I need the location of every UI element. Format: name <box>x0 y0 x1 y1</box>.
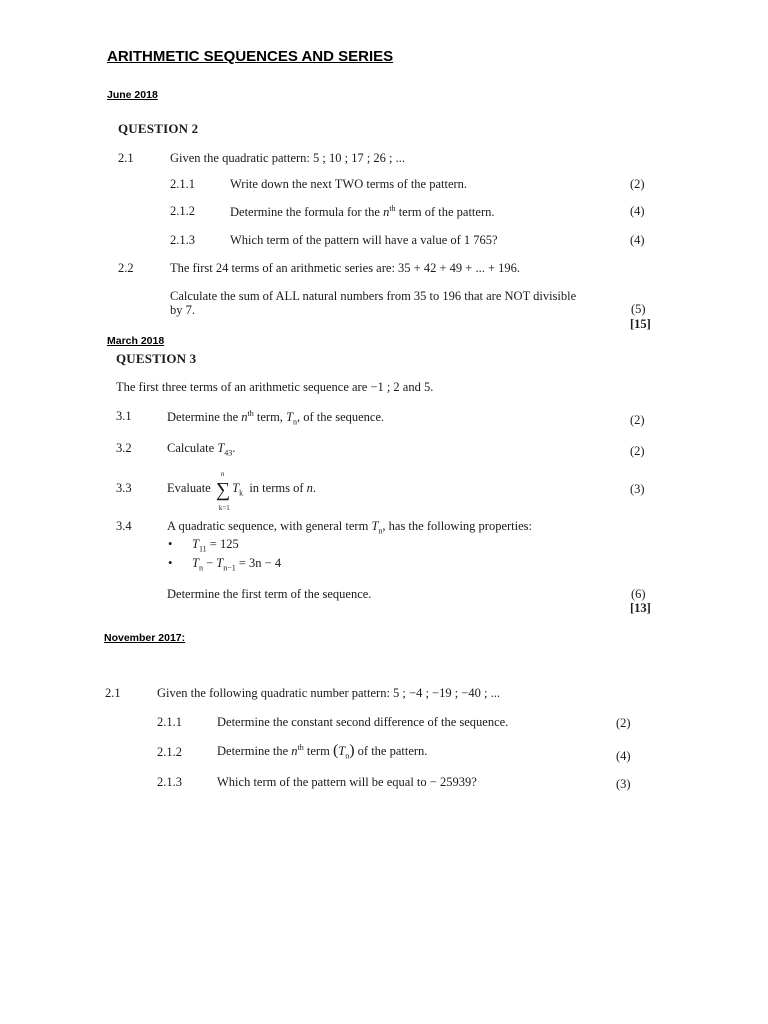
marks: (5) <box>631 302 646 316</box>
math-variable: n <box>241 410 248 425</box>
text-fragment: , of the sequence. <box>297 410 385 425</box>
math-variable: T <box>286 410 294 425</box>
text-fragment: term of the pattern. <box>398 205 495 220</box>
subquestion-text: Write down the next TWO terms of the pattern. <box>230 177 468 191</box>
question-text: Given the following quadratic number pattern: 5 ; −4 ; −19 ; −40 ; ... <box>157 686 500 700</box>
question-text: Calculate the sum of ALL natural numbers from 35 to 196 that are NOT divisible <box>170 289 577 303</box>
section-total: [15] <box>630 317 651 331</box>
subquestion-number: 2.1.3 <box>157 775 182 789</box>
text-fragment: . <box>312 481 316 495</box>
sigma-glyph: ∑ <box>215 479 231 501</box>
text-fragment: = 125 <box>206 537 239 551</box>
text-fragment: Determine the <box>167 410 239 425</box>
text-fragment: in terms of <box>249 481 304 495</box>
marks: (2) <box>616 716 631 730</box>
summation-lower-limit: k=1 <box>218 504 230 512</box>
text-fragment: Evaluate <box>167 481 211 495</box>
marks: (4) <box>630 233 645 247</box>
question-number: 3.1 <box>116 409 132 423</box>
text-fragment: Determine the <box>217 744 289 758</box>
subquestion-text: Determine the constant second difference of the sequence. <box>217 715 509 729</box>
section-date-march-2018: March 2018 <box>107 335 165 347</box>
summation-upper-limit: n <box>220 470 225 478</box>
section-date-june-2018: June 2018 <box>107 89 158 101</box>
question-heading: QUESTION 2 <box>118 121 199 136</box>
question-text <box>167 519 532 536</box>
math-variable: n <box>291 744 298 758</box>
marks: (3) <box>630 482 645 496</box>
math-subscript: n <box>345 751 350 761</box>
marks: (4) <box>616 749 631 763</box>
math-subscript: 11 <box>198 544 207 554</box>
text-fragment: A quadratic sequence, with general term <box>167 519 369 533</box>
text-fragment: Determine the formula for the <box>230 205 380 220</box>
subquestion-text <box>217 742 427 761</box>
question-number: 3.4 <box>116 519 132 533</box>
question-text <box>167 441 235 458</box>
question-heading: QUESTION 3 <box>116 351 197 366</box>
text-fragment: of the pattern. <box>354 744 428 758</box>
marks: (2) <box>630 177 645 191</box>
subquestion-number: 2.1.2 <box>170 204 195 218</box>
question-number: 2.2 <box>118 261 134 275</box>
marks: (6) <box>631 587 646 601</box>
summation-symbol <box>215 470 231 512</box>
math-variable: T <box>216 556 224 570</box>
math-subscript: n <box>293 417 298 427</box>
question-text <box>167 409 384 427</box>
text-fragment: term, <box>256 410 283 425</box>
marks: (2) <box>630 444 645 458</box>
marks: (2) <box>630 413 645 427</box>
math-variable: n <box>306 481 313 495</box>
math-variable: T <box>232 481 240 495</box>
math-subscript: n <box>198 563 203 573</box>
math-subscript: 43 <box>224 448 233 458</box>
text-fragment: = 3n − 4 <box>235 556 282 570</box>
question-intro: The first three terms of an arithmetic sequence are −1 ; 2 and 5. <box>116 380 434 394</box>
question-text: Given the quadratic pattern: 5 ; 10 ; 17 ; 26 ; ... <box>170 151 406 165</box>
question-text: The first 24 terms of an arithmetic series are: 35 + 42 + 49 + ... + 196. <box>170 261 520 275</box>
question-number: 3.3 <box>116 481 132 495</box>
math-variable: T <box>371 519 379 533</box>
section-total: [13] <box>630 601 651 615</box>
subquestion-text: Which term of the pattern will be equal to − 25939? <box>217 775 477 789</box>
text-fragment: Calculate <box>167 441 215 455</box>
math-subscript: n <box>378 526 383 536</box>
page-title: ARITHMETIC SEQUENCES AND SERIES <box>107 48 394 65</box>
subquestion-number: 2.1.1 <box>170 177 195 191</box>
math-paren: ( <box>332 742 339 759</box>
subquestion-number: 2.1.2 <box>157 745 182 759</box>
math-subscript: n−1 <box>223 563 236 573</box>
subquestion-text <box>230 204 494 220</box>
section-date-november-2017: November 2017: <box>104 632 186 644</box>
subquestion-number: 2.1.3 <box>170 233 195 247</box>
math-paren: ) <box>349 742 355 759</box>
math-variable: n <box>383 205 390 220</box>
question-text <box>167 470 316 512</box>
list-item <box>192 537 239 554</box>
text-fragment: . <box>232 441 236 455</box>
math-superscript: th <box>247 409 254 418</box>
marks: (4) <box>630 204 645 218</box>
math-variable: T <box>338 744 346 758</box>
subquestion-text: Which term of the pattern will have a value of 1 765? <box>230 233 498 247</box>
question-number: 3.2 <box>116 441 132 455</box>
math-subscript: k <box>239 488 244 498</box>
list-item <box>192 556 281 573</box>
math-superscript: th <box>389 204 396 213</box>
math-variable: T <box>217 441 225 455</box>
marks: (3) <box>616 777 631 791</box>
text-fragment: term <box>306 744 330 758</box>
math-variable: T <box>192 537 199 551</box>
question-text: by 7. <box>170 303 195 317</box>
question-text: Determine the first term of the sequence. <box>167 587 372 601</box>
subquestion-number: 2.1.1 <box>157 715 182 729</box>
question-number: 2.1 <box>105 686 121 700</box>
question-number: 2.1 <box>118 151 134 165</box>
text-fragment: − <box>202 556 217 570</box>
math-variable: T <box>192 556 199 570</box>
text-fragment: , has the following properties: <box>382 519 533 533</box>
math-superscript: th <box>297 742 304 752</box>
